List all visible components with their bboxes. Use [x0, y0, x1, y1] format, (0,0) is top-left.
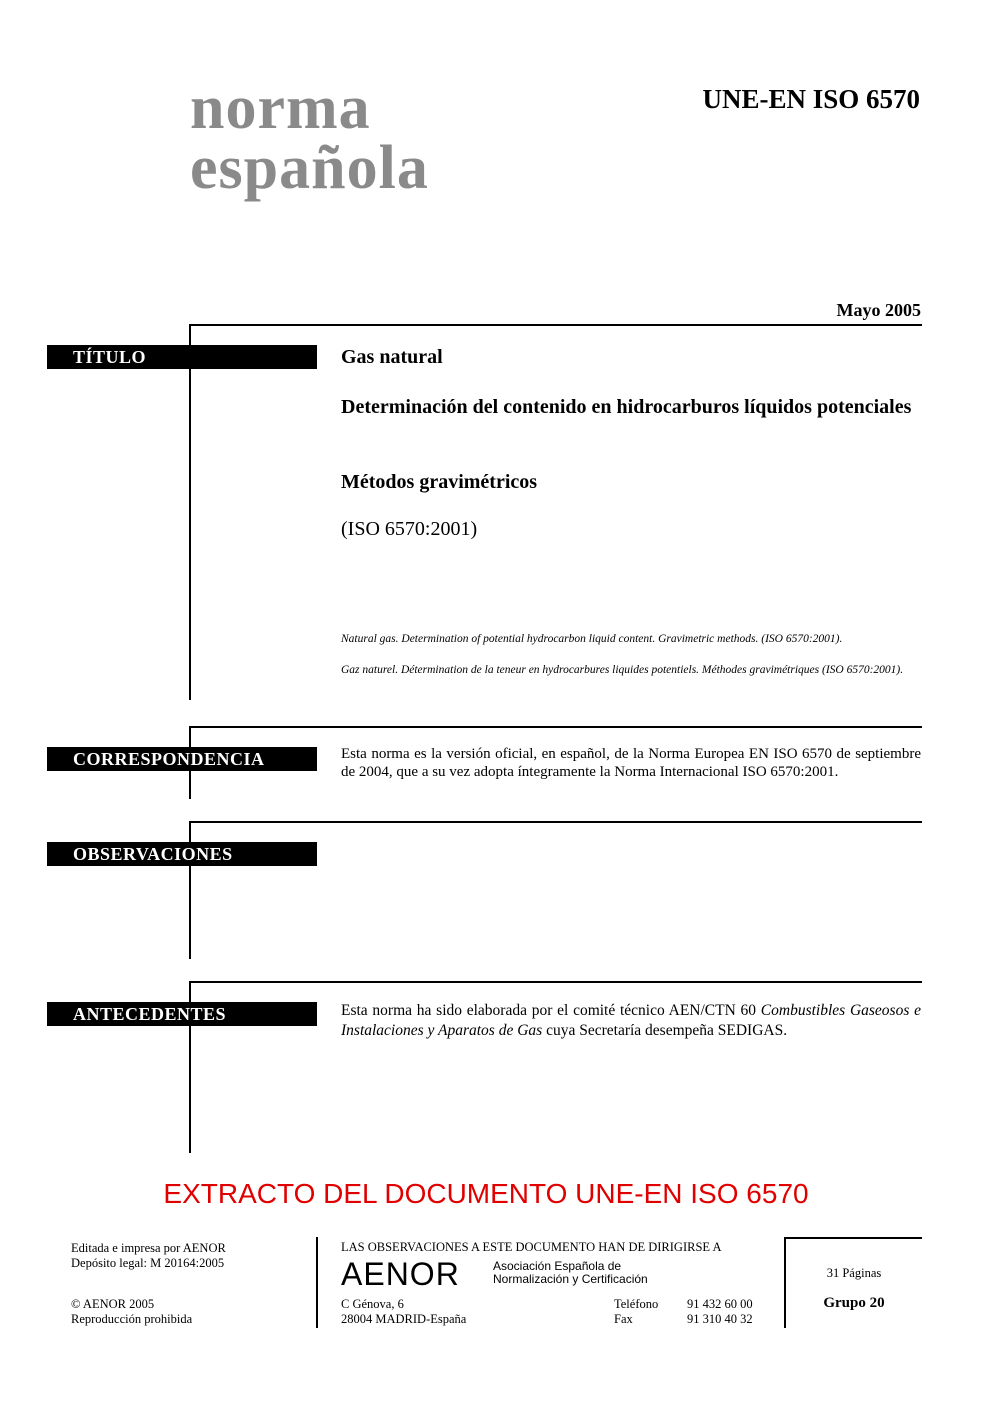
footer-box-side-rule	[784, 1237, 786, 1328]
title-line-4: (ISO 6570:2001)	[341, 518, 478, 540]
section-divider	[189, 324, 922, 326]
label-antecedentes: ANTECEDENTES	[47, 1002, 317, 1026]
footer-reproduction: Reproducción prohibida	[71, 1312, 193, 1326]
footer-pages: 31 Páginas	[826, 1266, 882, 1280]
footer-edition-block	[71, 1241, 226, 1271]
footer-fax: 91 310 40 32	[687, 1312, 753, 1326]
extract-notice: EXTRACTO DEL DOCUMENTO UNE-EN ISO 6570	[163, 1178, 809, 1209]
section-divider	[189, 981, 922, 983]
title-line-1: Gas natural	[341, 346, 443, 368]
footer-contact-values	[687, 1297, 753, 1327]
aenor-logo: AENOR	[341, 1256, 460, 1292]
antecedentes-text-end: cuya Secretaría desempeña SEDIGAS.	[542, 1022, 788, 1039]
footer-observations-notice: LAS OBSERVACIONES A ESTE DOCUMENTO HAN DE DIRIGIRSE A	[341, 1240, 722, 1254]
antecedentes-committee-name: Combustibles Gaseosos e Instalaciones y Aparatos de Gas	[341, 1002, 921, 1039]
antecedentes-text	[341, 1001, 921, 1041]
footer-phone-label: Teléfono	[614, 1297, 659, 1311]
section-divider	[189, 726, 922, 728]
footer-edited: Editada e impresa por AENOR	[71, 1241, 226, 1255]
footer-copyright-block	[71, 1297, 192, 1327]
brand-line-2: española	[190, 134, 429, 202]
aenor-association	[493, 1260, 648, 1286]
assoc-line-1: Asociación Española de	[493, 1259, 622, 1273]
footer-box-top-rule	[784, 1237, 922, 1239]
footer-fax-label: Fax	[614, 1312, 633, 1326]
title-french: Gaz naturel. Détermination de la teneur en hydrocarbures liquides potentiels. Méthodes gravimétriques (ISO 6570:2001).	[341, 664, 904, 676]
footer-address	[341, 1297, 466, 1327]
publication-date: Mayo 2005	[836, 300, 921, 320]
label-observaciones: OBSERVACIONES	[47, 842, 317, 866]
label-titulo: TÍTULO	[47, 345, 317, 369]
footer-phone: 91 432 60 00	[687, 1297, 753, 1311]
standard-code: UNE-EN ISO 6570	[702, 84, 920, 114]
title-line-3: Métodos gravimétricos	[341, 471, 538, 493]
assoc-line-2: Normalización y Certificación	[493, 1272, 648, 1286]
footer-copyright: © AENOR 2005	[71, 1297, 155, 1311]
footer-contact-labels	[614, 1297, 658, 1327]
footer-deposit: Depósito legal: M 20164:2005	[71, 1256, 225, 1270]
section-divider	[189, 821, 922, 823]
brand-line-1: norma	[190, 74, 371, 142]
label-correspondencia: CORRESPONDENCIA	[47, 747, 317, 771]
title-line-2: Determinación del contenido en hidrocarburos líquidos potenciales	[341, 396, 912, 418]
footer-street: C Génova, 6	[341, 1297, 404, 1311]
footer-city: 28004 MADRID-España	[341, 1312, 467, 1326]
footer-group: Grupo 20	[823, 1295, 885, 1311]
brand-title	[190, 74, 429, 202]
section-vertical-rule	[189, 324, 191, 700]
antecedentes-text-start: Esta norma ha sido elaborada por el comité técnico AEN/CTN 60	[341, 1002, 761, 1019]
correspondencia-text: Esta norma es la versión oficial, en español, de la Norma Europea EN ISO 6570 de septiembre de 2004, que a su vez adopta íntegramente la Norma Internacional ISO 6570:2001.	[341, 746, 921, 780]
title-english: Natural gas. Determination of potential hydrocarbon liquid content. Gravimetric methods. (ISO 6570:2001).	[341, 633, 843, 645]
footer-vertical-rule	[316, 1237, 318, 1328]
